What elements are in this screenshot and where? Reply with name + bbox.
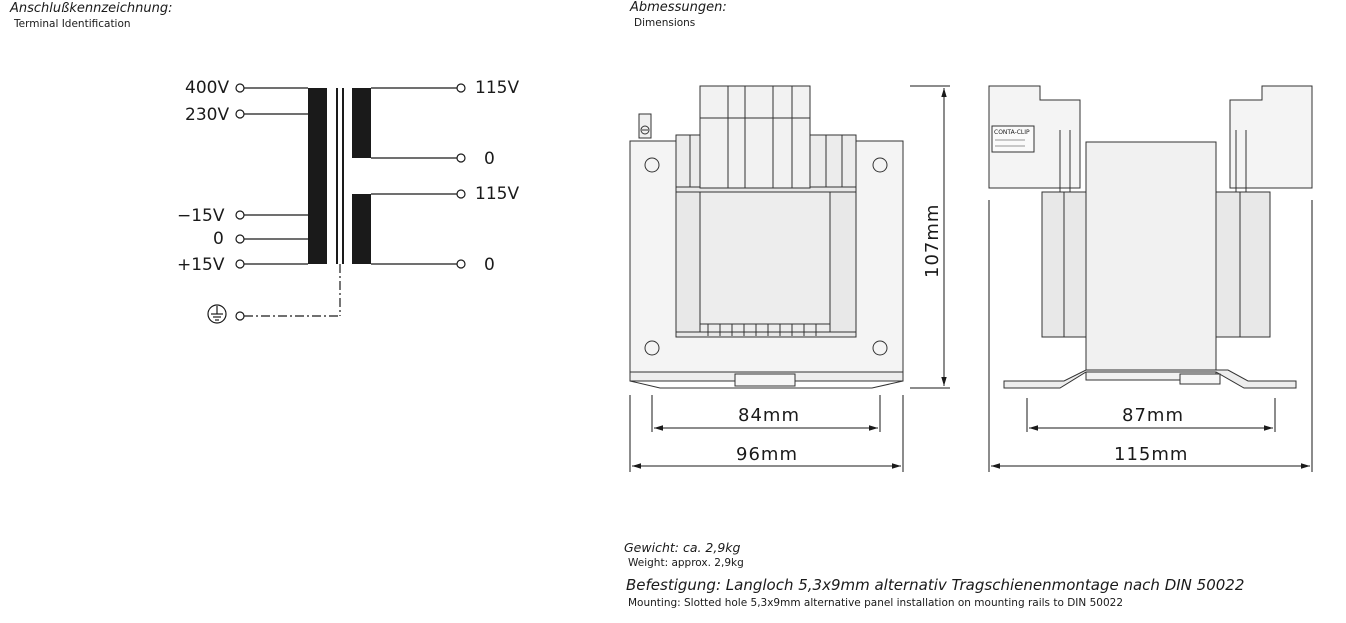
- secondary-label-0-2: 0: [484, 255, 495, 275]
- weight-de: Gewicht: ca. 2,9kg: [624, 540, 741, 555]
- terminal-sec1-0: [457, 154, 465, 162]
- earth-ground-icon: [208, 305, 226, 323]
- terminal-400v: [236, 84, 244, 92]
- terminal-minus15v: [236, 211, 244, 219]
- dim-front-inner-width: 84mm: [738, 405, 800, 426]
- terminal-0: [236, 235, 244, 243]
- secondary-label-115v-2: 115V: [475, 184, 520, 204]
- terminal-title-en: Terminal Identification: [14, 18, 131, 30]
- dim-side-outer-width: 115mm: [1114, 444, 1189, 465]
- secondary-label-0-1: 0: [484, 149, 495, 169]
- terminal-230v: [236, 110, 244, 118]
- terminal-plus15v: [236, 260, 244, 268]
- conta-clip-label: CONTA-CLIP: [994, 129, 1030, 136]
- dim-front-outer-width: 96mm: [736, 444, 798, 465]
- transformer-schematic: [177, 78, 519, 323]
- terminal-title-de: Anschlußkennzeichnung:: [10, 1, 173, 16]
- primary-winding: [308, 88, 327, 264]
- dimensions-title-de: Abmessungen:: [630, 0, 727, 15]
- primary-label-230v: 230V: [185, 105, 230, 125]
- primary-label-0: 0: [213, 229, 224, 249]
- terminal-sec2-115v: [457, 190, 465, 198]
- dim-side-inner-width: 87mm: [1122, 405, 1184, 426]
- terminal-sec2-0: [457, 260, 465, 268]
- secondary-winding-1: [352, 88, 371, 158]
- side-view: [989, 86, 1312, 388]
- primary-label-minus15v: −15V: [177, 206, 225, 226]
- front-view: [630, 86, 903, 388]
- primary-label-plus15v: +15V: [177, 255, 225, 275]
- terminal-sec1-115v: [457, 84, 465, 92]
- weight-en: Weight: approx. 2,9kg: [628, 557, 744, 569]
- mounting-de: Befestigung: Langloch 5,3x9mm alternativ Tragschienenmontage nach DIN 50022: [626, 576, 1245, 594]
- secondary-winding-2: [352, 194, 371, 264]
- secondary-label-115v-1: 115V: [475, 78, 520, 98]
- dim-height: 107mm: [922, 203, 943, 278]
- mounting-en: Mounting: Slotted hole 5,3x9mm alternative panel installation on mounting rails to DIN 50022: [628, 597, 1124, 609]
- primary-label-400v: 400V: [185, 78, 230, 98]
- dimensions-title-en: Dimensions: [634, 17, 696, 29]
